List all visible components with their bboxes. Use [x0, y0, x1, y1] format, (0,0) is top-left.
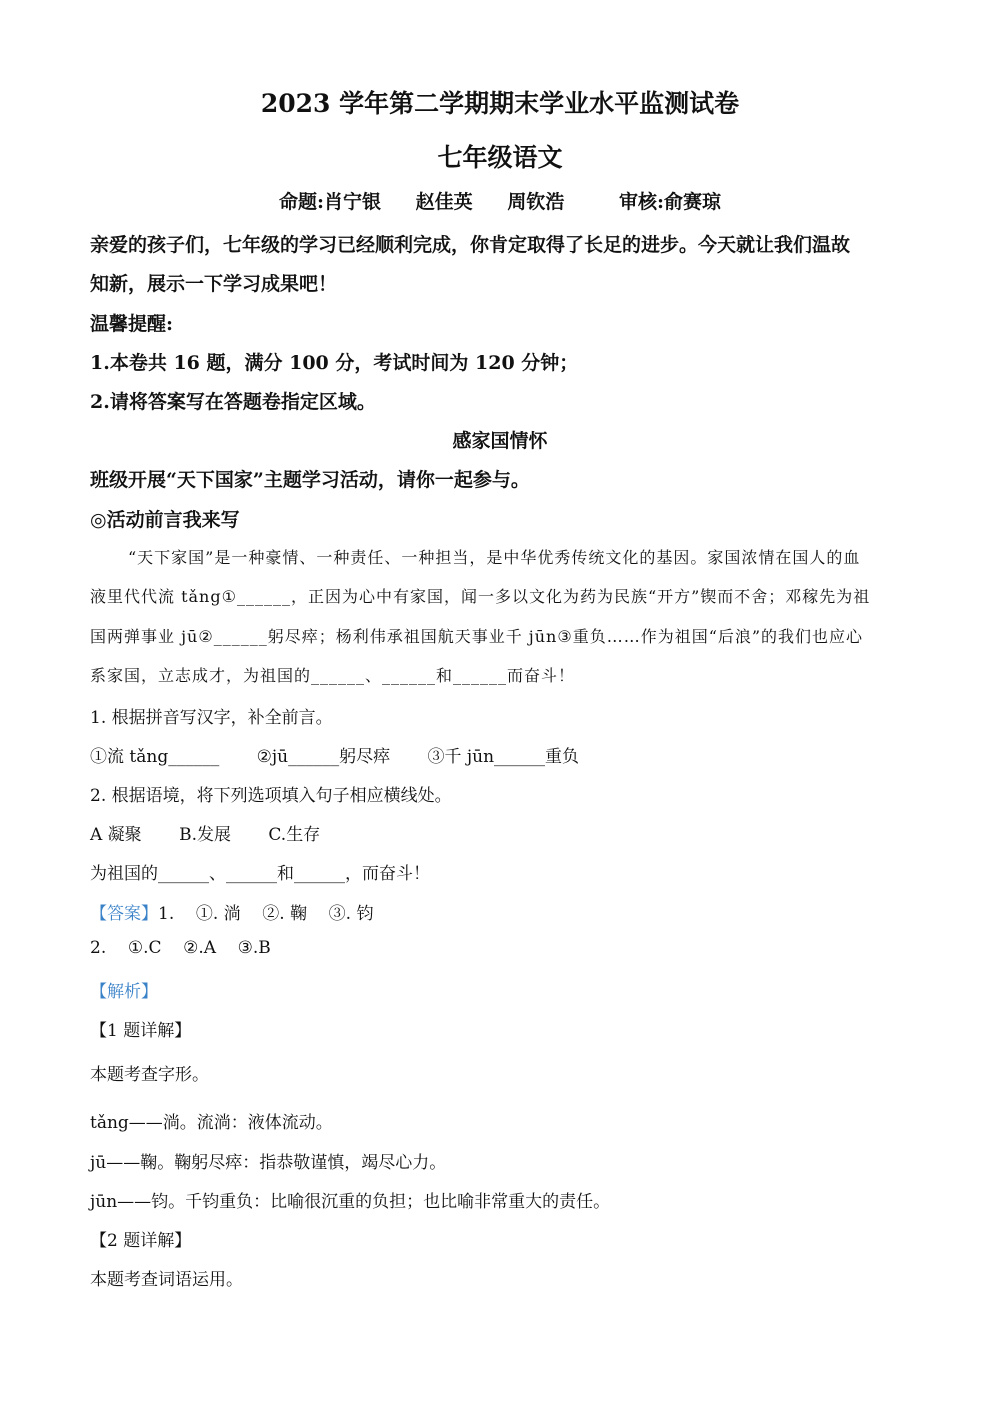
passage-line-3: 国两弹事业 jū②______躬尽瘁；杨利伟承祖国航天事业千 jūn③重负……作为祖国“后浪”的我们也应心 — [90, 627, 864, 646]
exam-subtitle: 七年级语文 — [437, 143, 563, 172]
section-lead: 班级开展“天下国家”主题学习活动，请你一起参与。 — [90, 469, 530, 491]
answer-q2: 2. ①.C ②.A ③.B — [90, 938, 271, 958]
passage-line-2: 液里代代流 tǎng①______，正因为心中有家国，闻一多以文化为药为民族“开方”锲而不舍；邓稼先为祖 — [90, 587, 871, 606]
analysis-tag: 【解析】 — [90, 982, 158, 1002]
q2-option-a: A 凝聚 — [90, 825, 142, 845]
author-2: 赵佳英 — [415, 191, 473, 213]
q2-option-b: B.发展 — [179, 825, 231, 845]
intro-line-1: 亲爱的孩子们，七年级的学习已经顺利完成，你肯定取得了长足的进步。今天就让我们温故 — [90, 234, 851, 256]
q1-item-2: ②jū______躬尽瘁 — [256, 747, 391, 767]
tips-title: 温馨提醒: — [90, 313, 174, 335]
intro-line-2: 知新，展示一下学习成果吧！ — [90, 273, 338, 295]
section-title: 感家国情怀 — [452, 430, 548, 452]
answer-q1: 1. ①. 淌 ②. 鞠 ③. 钧 — [158, 904, 374, 924]
q2-option-c: C.生存 — [268, 825, 321, 845]
reviewer: 审核:俞赛琼 — [618, 191, 721, 213]
detail-1-b: jū——鞠。鞠躬尽瘁：指恭敬谨慎，竭尽心力。 — [90, 1153, 447, 1173]
detail-2-title: 【2 题详解】 — [90, 1231, 192, 1251]
detail-1-title: 【1 题详解】 — [90, 1021, 192, 1041]
q1-item-1: ①流 tǎng______ — [90, 747, 220, 767]
q1-item-3: ③千 jūn______重负 — [427, 747, 580, 767]
authors-line — [0, 187, 1000, 214]
passage-line-4: 系家国，立志成才，为祖国的______、______和______而奋斗！ — [90, 666, 576, 685]
q2-sentence: 为祖国的______、______和______，而奋斗！ — [90, 864, 430, 884]
q2-options — [90, 820, 352, 845]
detail-1-a: tǎng——淌。流淌：液体流动。 — [90, 1113, 333, 1133]
detail-2-intro: 本题考查词语运用。 — [90, 1270, 243, 1290]
q1-stem: 1. 根据拼音写汉字，补全前言。 — [90, 708, 333, 728]
author-1: 命题:肖宁银 — [279, 191, 382, 213]
author-3: 周钦浩 — [507, 191, 565, 213]
answer-line-1 — [90, 899, 374, 924]
detail-1-c: jūn——钧。千钧重负：比喻很沉重的负担；也比喻非常重大的责任。 — [90, 1192, 611, 1212]
q1-items — [90, 742, 611, 767]
passage-line-1: “天下家国”是一种豪情、一种责任、一种担当，是中华优秀传统文化的基因。家国浓情在国人的血 — [128, 548, 861, 567]
tip-1: 1.本卷共 16 题，满分 100 分，考试时间为 120 分钟； — [90, 352, 579, 374]
exam-title: 2023 学年第二学期期末学业水平监测试卷 — [260, 89, 740, 118]
activity-heading: ◎活动前言我来写 — [90, 509, 240, 531]
tip-2: 2.请将答案写在答题卷指定区域。 — [90, 391, 376, 413]
detail-1-intro: 本题考查字形。 — [90, 1065, 209, 1085]
answer-tag: 【答案】 — [90, 904, 158, 924]
q2-stem: 2. 根据语境，将下列选项填入句子相应横线处。 — [90, 786, 452, 806]
